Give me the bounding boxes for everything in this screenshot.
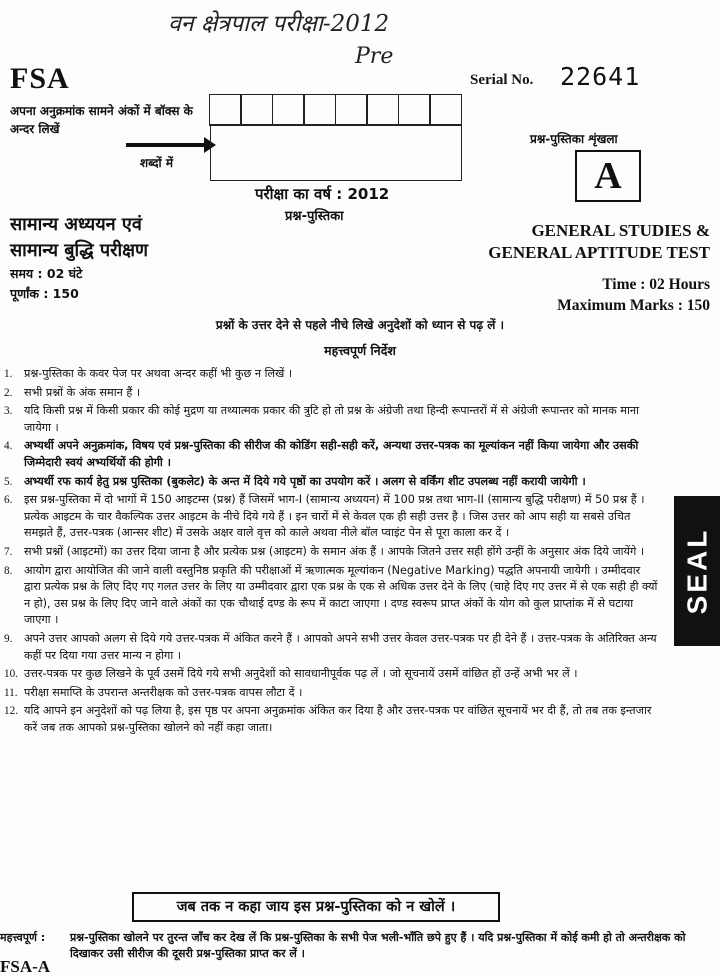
- do-not-open-notice: जब तक न कहा जाय इस प्रश्न-पुस्तिका को न खोलें ।: [132, 892, 500, 922]
- important-instructions-heading: महत्त्वपूर्ण निर्देश: [324, 343, 396, 358]
- instruction-item: 9. अपने उत्तर आपको अलग से दिये गये उत्तर-पत्रक में अंकित करने हैं । आपको अपने सभी उत्तर केवल उत्तर-पत्रक पर ही देने हैं । उत्तर-पत्रक के अतिरिक्त अन्य कहीं पर दिया गया उत्तर मान्य न होगा ।: [4, 631, 657, 662]
- series-label: प्रश्न-पुस्तिका शृंखला: [530, 132, 618, 146]
- pre-read-notice: प्रश्नों के उत्तर देने से पहले नीचे लिखे अनुदेशों को ध्यान से पढ़ लें ।: [215, 318, 505, 332]
- title-hindi-line1: सामान्य अध्ययन एवं: [10, 214, 142, 235]
- title-english-line1: GENERAL STUDIES &: [531, 221, 710, 240]
- roll-digit-box[interactable]: [209, 94, 242, 126]
- seal-tab: [674, 496, 720, 646]
- instruction-item: 3. यदि किसी प्रश्न में किसी प्रकार की कोई मुद्रण या तथ्यात्मक प्रकार की त्रुटि हो तो प्रश्न के अंग्रेजी तथा हिन्दी रूपान्तरों में से अंग्रेजी रूपान्तर को मानक माना जायेगा ।: [4, 404, 639, 434]
- instruction-item: 1. प्रश्न-पुस्तिका के कवर पेज पर अथवा अन्दर कहीं भी कुछ न लिखें ।: [4, 367, 293, 380]
- seal-label: SEAL: [681, 527, 712, 615]
- serial-label: Serial No.: [470, 72, 534, 88]
- roll-number-words-box[interactable]: [210, 124, 462, 181]
- title-hindi: [10, 212, 148, 264]
- roll-number-digit-boxes[interactable]: [210, 94, 462, 126]
- instruction-item: 10. उत्तर-पत्रक पर कुछ लिखने के पूर्व उसमें दिये गये सभी अनुदेशों को सावधानीपूर्वक पढ़ लें । जो सूचनायें उसमें वांछित हों उन्हें अभी भर लें ।: [4, 667, 578, 681]
- serial-number: 22641: [560, 62, 641, 91]
- important-note-label: महत्त्वपूर्ण :: [0, 931, 46, 944]
- booklet-code: FSA: [10, 62, 70, 95]
- roll-digit-box[interactable]: [303, 94, 336, 126]
- footer-code: FSA-A: [0, 957, 51, 976]
- roll-digit-box[interactable]: [272, 94, 305, 126]
- roll-digit-box[interactable]: [366, 94, 399, 126]
- instruction-item: 12. यदि आपने इन अनुदेशों को पढ़ लिया है, इस पृष्ठ पर अपना अनुक्रमांक अंकित कर दिया है और उत्तर-पत्रक पर वांछित सूचनायें भर दी हैं, तो तब तक इन्तजार करें जब तक आपको प्रश्न-पुस्तिका खोलने को नहीं कहा जाता।: [4, 704, 652, 734]
- series-box: A: [575, 150, 641, 202]
- instruction-item: 6. इस प्रश्न-पुस्तिका में दो भागों में 150 आइटम्स (प्रश्न) हैं जिसमें भाग-I (सामान्य अध्ययन) में 100 प्रश्न तथा भाग-II (सामान्य बुद्धि परीक्षण) में 50 प्रश्न हैं । प्रत्येक आइटम के चार वैकल्पिक उत्तर आइटम के नीचे दिये गये हैं । इन चारों में से केवल एक ही सही उत्तर है । जिस उत्तर को आप सही या सबसे उचित समझते हैं, उत्तर-पत्रक (आन्सर शीट) में उसके अक्षर वाले वृत्त को काले अथवा नीले बॉल प्वाइंट पेन से पूरा काला कर दें ।: [4, 493, 645, 540]
- handwritten-pre: Pre: [355, 44, 394, 69]
- instruction-item: 4. अभ्यर्थी अपने अनुक्रमांक, विषय एवं प्रश्न-पुस्तिका की सीरीज की कोडिंग सही-सही करें, अन्यथा उत्तर-पत्रक का मूल्यांकन नहीं किया जायेगा और उसकी जिम्मेदारी स्वयं अभ्यर्थियों की होगी ।: [4, 439, 639, 469]
- instruction-item: 11. परीक्षा समाप्ति के उपरान्त अन्तरीक्षक को उत्तर-पत्रक वापस लौटा दें ।: [4, 685, 303, 699]
- in-words-label: शब्दों में: [140, 156, 173, 170]
- roll-digit-box[interactable]: [335, 94, 368, 126]
- title-hindi-line2: सामान्य बुद्धि परीक्षण: [10, 240, 149, 261]
- instruction-item: 7. सभी प्रश्नों (आइटमों) का उत्तर दिया जाना है और प्रत्येक प्रश्न (आइटम) के समान अंक हैं । आपके जितने उत्तर सही होंगे उन्हीं के अनुसार अंक दिये जायेंगे ।: [4, 544, 645, 558]
- booklet-label: प्रश्न-पुस्तिका: [285, 209, 344, 224]
- arrow-icon: [126, 143, 206, 147]
- handwritten-exam-name: वन क्षेत्रपाल परीक्षा-2012: [168, 11, 390, 37]
- marks-hindi: पूर्णांक : 150: [10, 286, 79, 301]
- roll-digit-box[interactable]: [429, 94, 462, 126]
- roll-number-instruction: अपना अनुक्रमांक सामने अंकों में बॉक्स के अन्दर लिखें: [10, 104, 193, 136]
- time-english: Time : 02 Hours: [602, 276, 710, 293]
- exam-year: परीक्षा का वर्ष : 2012: [255, 185, 390, 203]
- roll-digit-box[interactable]: [240, 94, 273, 126]
- instruction-item: 2. सभी प्रश्नों के अंक समान हैं ।: [4, 385, 141, 399]
- title-english-line2: GENERAL APTITUDE TEST: [488, 243, 710, 262]
- important-note-text: प्रश्न-पुस्तिका खोलने पर तुरन्त जाँच कर देख लें कि प्रश्न-पुस्तिका के सभी पेज भली-भाँति छपे हुए हैं । यदि प्रश्न-पुस्तिका में कोई कमी हो तो अन्तरीक्षक को दिखाकर उसी सीरीज की दूसरी प्रश्न-पुस्तिका प्राप्त कर लें ।: [70, 931, 686, 960]
- marks-english: Maximum Marks : 150: [557, 297, 710, 314]
- instruction-item: 5. अभ्यर्थी रफ कार्य हेतु प्रश्न पुस्तिका (बुकलेट) के अन्त में दिये गये पृष्ठों का उपयोग करें । अलग से वर्किंग शीट उपलब्ध नहीं करायी जायेगी ।: [4, 474, 586, 488]
- time-marks-hindi: [10, 264, 82, 304]
- roll-digit-box[interactable]: [398, 94, 431, 126]
- time-hindi: समय : 02 घंटे: [10, 266, 83, 281]
- instructions-list: [4, 366, 660, 738]
- instruction-item: 8. आयोग द्वारा आयोजित की जाने वाली वस्तुनिष्ठ प्रकृति की परीक्षाओं में ऋणात्मक मूल्यांकन (Negative Marking) पद्धति अपनायी जायेगी । उम्मीदवार द्वारा प्रत्येक प्रश्न के लिए दिए गए गलत उत्तर के लिए या उम्मीदवार द्वारा एक प्रश्न के एक से अधिक उत्तर देने के लिए (चाहे दिए गए उत्तर में से एक सही ही क्यों न हो), उस प्रश्न के लिए दिए जाने वाले अंकों का एक चौथाई दण्ड के रूप में काटा जाएगा । दण्ड स्वरूप प्राप्त अंकों के योग को कुल प्राप्तांक में से घटाया जाएगा ।: [4, 563, 658, 627]
- time-marks-english: [430, 274, 710, 316]
- title-english: [400, 220, 710, 264]
